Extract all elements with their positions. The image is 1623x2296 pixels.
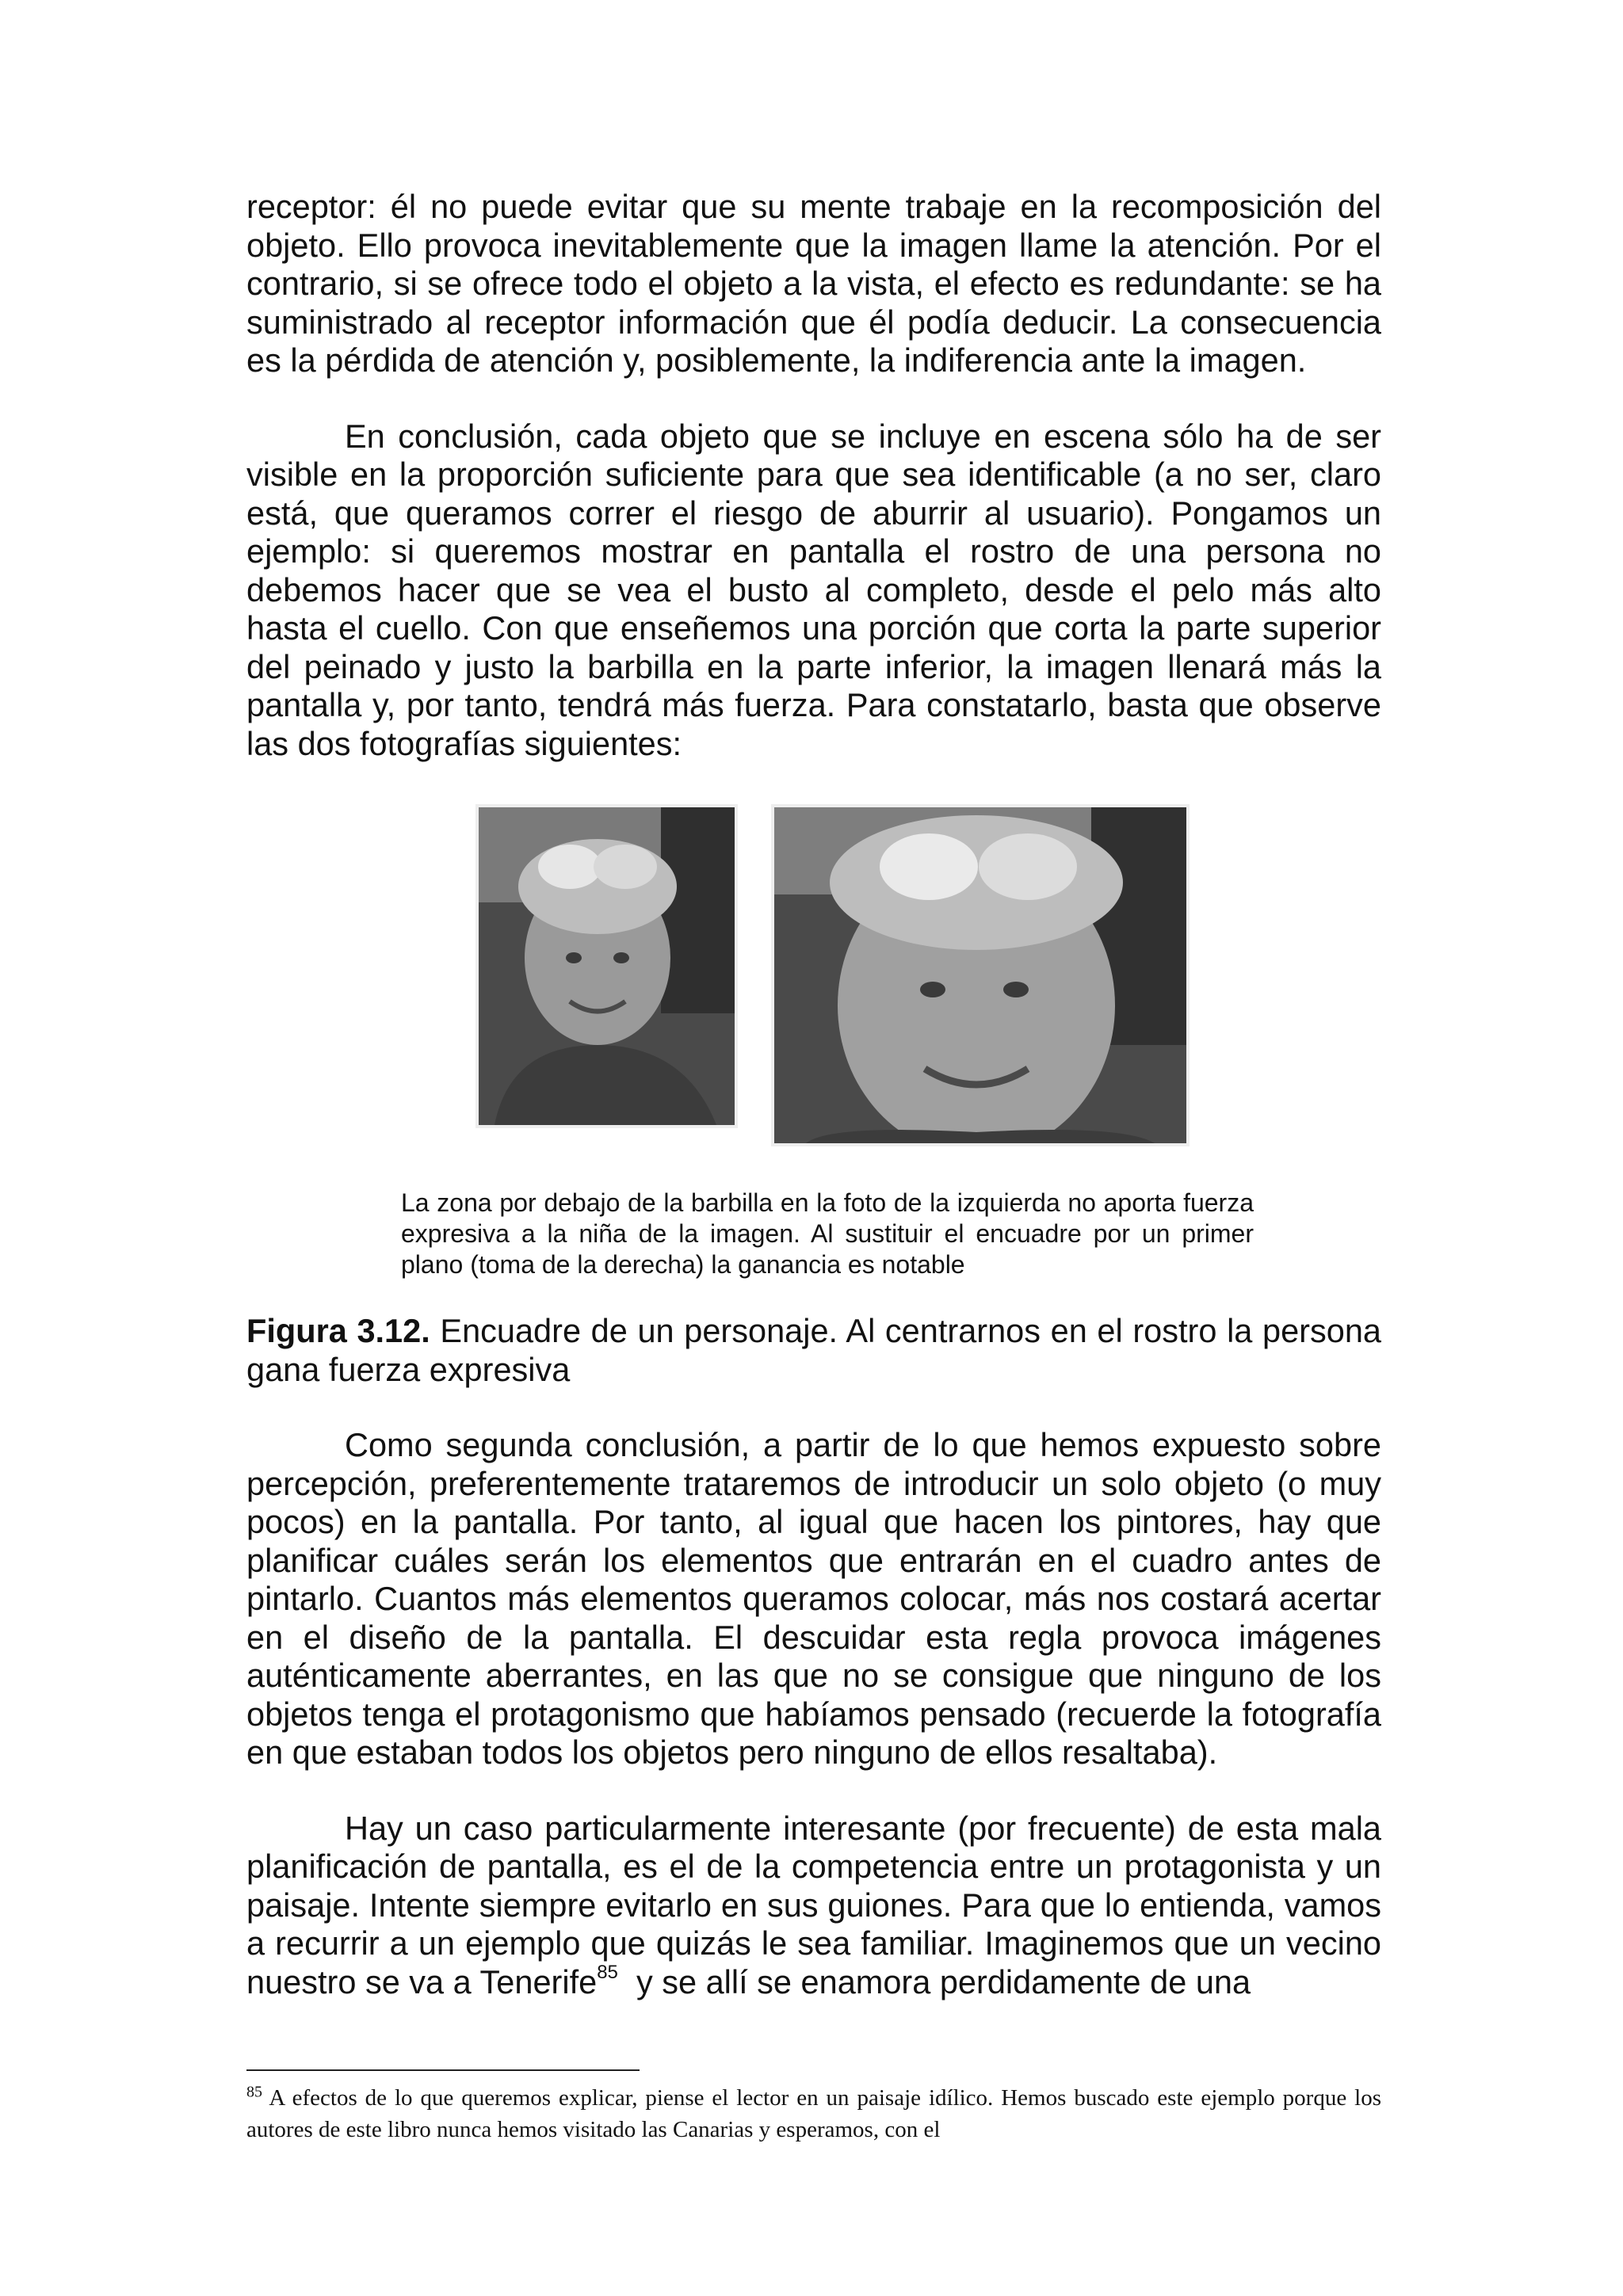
footnote-85: [246, 2082, 1381, 2145]
paragraph-3: Como segunda conclusión, a partir de lo que hemos expuesto sobre percepción, preferentemente trataremos de introducir un solo objeto (o muy pocos) en la pantalla. Por tanto, al igual que hacen los pintores, hay que planificar cuáles serán los elementos que entrarán en el cuadro antes de pintarlo. Cuantos más elementos queramos colocar, más nos costará acertar en el diseño de la pantalla. El descuidar esta regla provoca imágenes auténticamente aberrantes, en las que no se consigue que ninguno de los objetos tenga el protagonismo que habíamos pensado (recuerde la fotografía en que estaban todos los objetos pero ninguno de ellos resaltaba).: [246, 1426, 1381, 1771]
page-body: [246, 188, 1381, 2001]
paragraph-4: [246, 1810, 1381, 2002]
figure-number: Figura 3.12.: [246, 1312, 430, 1349]
photo-close-up: [771, 804, 1190, 1146]
paragraph-2: En conclusión, cada objeto que se incluye en escena sólo ha de ser visible en la proporción suficiente para que sea identificable (a no ser, claro está, que queramos correr el riesgo de aburrir al usuario). Pongamos un ejemplo: si queremos mostrar en pantalla el rostro de una persona no debemos hacer que se vea el busto al completo, desde el pelo más alto hasta el cuello. Con que enseñemos una porción que corta la parte superior del peinado y justo la barbilla en la parte inferior, la imagen llenará más la pantalla y, por tanto, tendrá más fuerza. Para constatarlo, basta que observe las dos fotografías siguientes:: [246, 417, 1381, 762]
photo-full-bust: [475, 804, 738, 1128]
paragraph-1: receptor: él no puede evitar que su mente trabaje en la recomposición del objeto. Ello provoca inevitablemente que la imagen llame la atención. Por el contrario, si se ofrece todo el objeto a la vista, el efecto es redundante: se ha suministrado al receptor información que él podía deducir. La consecuencia es la pérdida de atención y, posiblemente, la indiferencia ante la imagen.: [246, 188, 1381, 379]
paragraph-4-text: Hay un caso particularmente interesante (por frecuente) de esta mala planificación de pantalla, es el de la competencia entre un protagonista y un paisaje. Intente siempre evitarlo en sus guiones. Para que lo entienda, vamos a recurrir a un ejemplo que quizás le sea familiar. Imaginemos que un vecino nuestro se va a Tenerife: [246, 1809, 1381, 2000]
footnote-reference[interactable]: 85: [597, 1961, 618, 1983]
figure-title: [246, 1312, 1381, 1389]
footnote-mark: 85: [246, 2083, 262, 2101]
figure-caption: La zona por debajo de la barbilla en la foto de la izquierda no aporta fuerza expresiva a la niña de la imagen. Al sustituir el encuadre por un primer plano (toma de la derecha) la ganancia es notable: [401, 1188, 1254, 1279]
footnote-text: A efectos de lo que queremos explicar, piense el lector en un paisaje idílico. Hemos buscado este ejemplo porque los autores de este libro nunca hemos visitado las Canarias y esperamos, con el: [246, 2085, 1381, 2142]
paragraph-4-text-end: y se allí se enamora perdidamente de una: [617, 1962, 1251, 2000]
figure-photos: [246, 804, 1381, 1146]
figure-title-text: Encuadre de un personaje. Al centrarnos en el rostro la persona gana fuerza expresiva: [246, 1312, 1381, 1388]
footnote-divider: [246, 2069, 640, 2071]
